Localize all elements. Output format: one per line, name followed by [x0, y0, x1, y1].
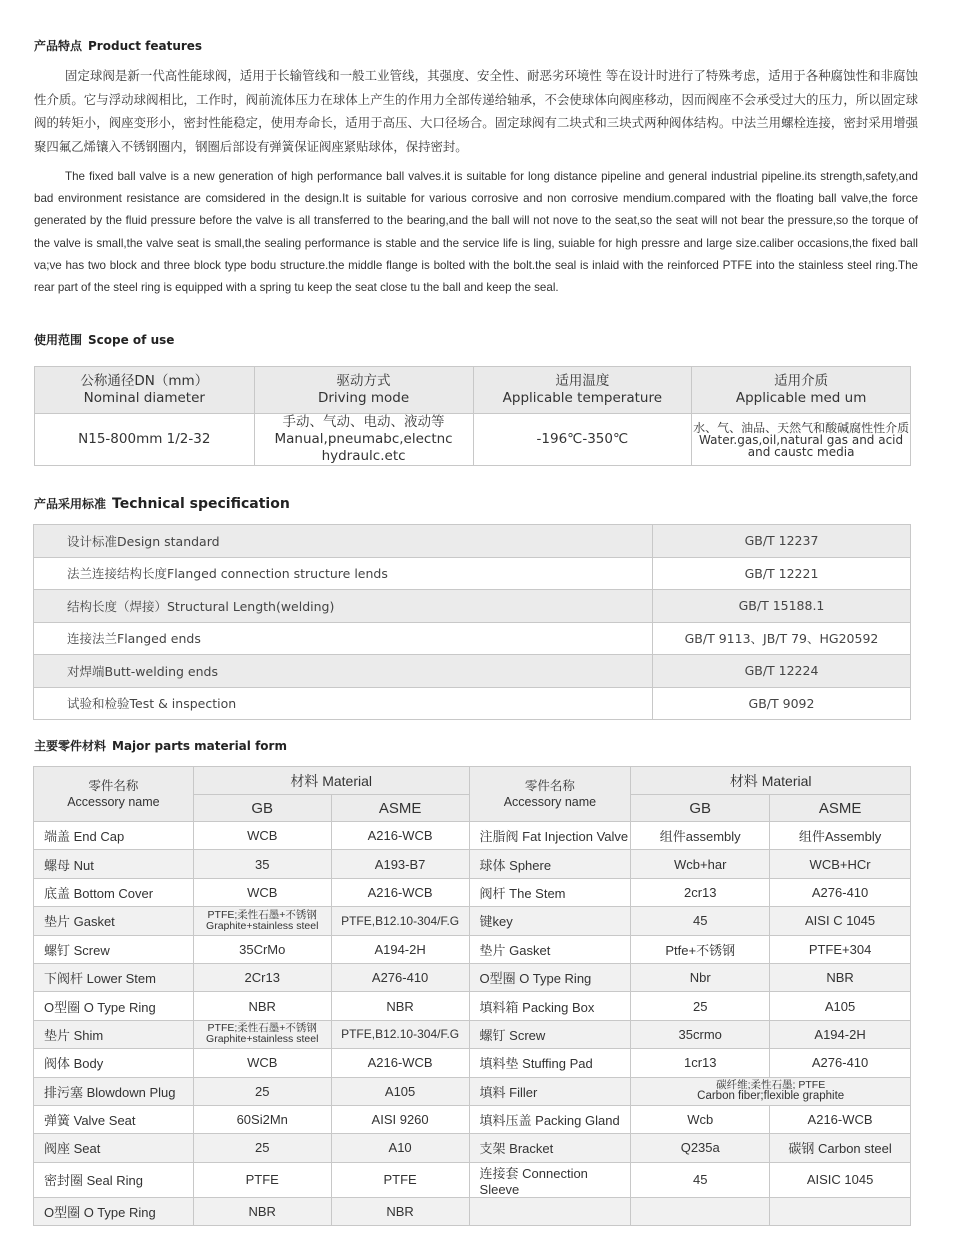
part-gb: WCB [193, 878, 331, 906]
part-gb-line1: PTFE;柔性石墨+不锈钢 [207, 1022, 317, 1035]
part-asme: A10 [331, 1134, 469, 1162]
part-gb-line2: Graphite+stainless steel [206, 1033, 319, 1046]
parts-row [34, 1134, 911, 1162]
parts-heading-cn: 主要零件材料 [34, 739, 107, 753]
parts-row [34, 963, 911, 991]
part-asme: A276-410 [770, 1049, 911, 1077]
spec-value: GB/T 9113、JB/T 79、HG20592 [653, 622, 911, 655]
part-name: 球体 Sphere [469, 850, 631, 878]
scope-media-cn: 水、气、油品、天然气和酸碱腐性性介质 [693, 420, 910, 435]
parts-row [34, 822, 911, 850]
scope-media-value [692, 414, 911, 466]
spec-row [34, 525, 911, 558]
part-asme: PTFE [331, 1162, 469, 1197]
spec-row [34, 622, 911, 655]
parts-row [34, 1049, 911, 1077]
scope-header-media-en: Applicable med um [735, 390, 867, 406]
part-gb: WCB [193, 822, 331, 850]
parts-header-asme-left: ASME [331, 795, 469, 822]
scope-heading-cn: 使用范围 [34, 333, 83, 347]
part-gb: PTFE [193, 1162, 331, 1197]
spec-value: GB/T 12237 [653, 525, 911, 558]
part-name: 注脂阀 Fat Injection Valve [469, 822, 631, 850]
parts-header-asme-right: ASME [770, 795, 911, 822]
parts-row [34, 878, 911, 906]
parts-header-material-right: 材料 Material [631, 767, 911, 795]
scope-drive-cn: 手动、气动、电动、液动等 [282, 414, 445, 430]
part-gb: NBR [193, 992, 331, 1020]
scope-heading-en: Scope of use [88, 333, 175, 347]
part-asme: A276-410 [770, 878, 911, 906]
scope-drive-value [254, 414, 473, 466]
part-gb: 25 [193, 1077, 331, 1105]
part-gb: Wcb+har [631, 850, 770, 878]
part-gb [631, 1197, 770, 1225]
part-name: 垫片 Shim [34, 1020, 194, 1048]
part-name: 阀座 Seat [34, 1134, 194, 1162]
part-gb-line1: PTFE;柔性石墨+不锈钢 [207, 908, 317, 921]
scope-drive-en-line1: Manual,pneumabc,electnc [274, 431, 453, 447]
accessory-name-cn: 零件名称 [524, 779, 575, 793]
spec-value: GB/T 15188.1 [653, 590, 911, 623]
scope-header-temperature [473, 367, 692, 414]
part-gb: 25 [631, 992, 770, 1020]
scope-header-media-cn: 适用介质 [774, 373, 829, 389]
scope-header-diameter-cn: 公称通径DN（mm） [80, 373, 209, 389]
scope-drive-en-line2: hydraulc.etc [321, 448, 406, 464]
part-name: 垫片 Gasket [469, 935, 631, 963]
parts-header-accessory-left [34, 767, 194, 822]
part-asme: PTFE+304 [770, 935, 911, 963]
scope-diameter-value: N15-800mm 1/2-32 [35, 414, 255, 466]
parts-row [34, 850, 911, 878]
scope-header-drive [254, 367, 473, 414]
part-asme [770, 1197, 911, 1225]
spec-row [34, 590, 911, 623]
parts-row [34, 907, 911, 935]
part-gb: NBR [193, 1197, 331, 1225]
spec-value: GB/T 12221 [653, 557, 911, 590]
parts-header-gb-right: GB [631, 795, 770, 822]
part-asme: A216-WCB [331, 878, 469, 906]
spec-heading [34, 495, 290, 512]
part-asme: A194-2H [331, 935, 469, 963]
part-gb: 1cr13 [631, 1049, 770, 1077]
part-gb: 45 [631, 907, 770, 935]
features-heading-en: Product features [88, 39, 203, 53]
part-asme: PTFE,B12.10-304/F.G [331, 907, 469, 935]
part-name: 填料压盖 Packing Gland [469, 1105, 631, 1133]
part-name: 螺钉 Screw [34, 935, 194, 963]
features-heading [34, 37, 202, 54]
part-name: 垫片 Gasket [34, 907, 194, 935]
part-asme: A194-2H [770, 1020, 911, 1048]
spec-row [34, 557, 911, 590]
spec-heading-en: Technical specification [112, 496, 290, 512]
part-material-line1: 碳纤维;柔性石墨; PTFE [716, 1079, 826, 1092]
part-gb-line2: Graphite+stainless steel [206, 919, 319, 932]
spec-label: 设计标准Design standard [34, 525, 653, 558]
part-gb [193, 907, 331, 935]
parts-row [34, 1162, 911, 1197]
part-gb: 25 [193, 1134, 331, 1162]
spec-label: 对焊端Butt-welding ends [34, 655, 653, 688]
part-name: 弹簧 Valve Seat [34, 1105, 194, 1133]
part-name: 支架 Bracket [469, 1134, 631, 1162]
spec-value: GB/T 12224 [653, 655, 911, 688]
part-name: 螺母 Nut [34, 850, 194, 878]
part-material-line2: Carbon fiber;flexible graphite [697, 1090, 845, 1103]
part-name: O型圈 O Type Ring [34, 1197, 194, 1225]
part-gb: 35 [193, 850, 331, 878]
part-asme: AISIC 1045 [770, 1162, 911, 1197]
scope-media-en-line2: and caustc media [747, 444, 855, 459]
features-paragraph-cn: 固定球阀是新一代高性能球阀，适用于长输管线和一般工业管线，其强度、安全性、耐恶劣环境性 等在设计时进行了特殊考虑，适用于各种腐蚀性和非腐蚀性介质。它与浮动球阀相比，工作时，阀前流体压力在球体上产生的作用力全部传递给轴承，不会使球体向阀座移动，因而阀座不会承受过大的压力，所以固定球阀的转矩小，阀座变形小，密封性能稳定，使用寿命长，适用于高压、大口径场合。固定球阀有二块式和三块式两种阀体结构。中法兰用螺栓连接，密封采用增强聚四氟乙烯镶入不锈钢圈内，钢圈后部设有弹簧保证阀座紧贴球体，保持密封。 [34, 68, 918, 154]
part-asme: 组件Assembly [770, 822, 911, 850]
part-name: 键key [469, 907, 631, 935]
parts-row [34, 1077, 911, 1105]
features-heading-cn: 产品特点 [34, 39, 83, 53]
scope-header-media [692, 367, 911, 414]
parts-table [33, 766, 911, 1226]
features-paragraph-en: The fixed ball valve is a new generation of high performance ball valves.it is suitable for long distance pipeline and general industrial pipeline.its strength,safety,and bad environment resistance are comsidered in the design.It is suitable for various corrosive and non corrosive mendium.compared with the floating ball valve,the force generated by the fluid pressure before the valve is all transferred to the bearing,and the ball will not nove to the seat,so the seat will not bear the pressure,so the torque of the valve is small,the valve seat is small,the sealing performance is stable and the service life is ling, suiable for high pressre and large size.caliber occasions,the fixed ball va;ve has two block and three block type bodu structure.the middle flange is bolted with the bolt.the seal is inlaid with the reinforced PTFE into the stainless steel ring.The rear part of the steel ring is equipped with a spring tu keep the seat close tu the ball and keep the seal. [34, 170, 918, 295]
spec-label: 结构长度（焊接）Structural Length(welding) [34, 590, 653, 623]
parts-heading-en: Major parts material form [112, 739, 287, 753]
spec-heading-cn: 产品采用标准 [34, 497, 107, 511]
part-asme: AISI 9260 [331, 1105, 469, 1133]
parts-row [34, 1197, 911, 1225]
accessory-name-cn: 零件名称 [88, 779, 139, 793]
spec-table [33, 524, 911, 720]
spec-row [34, 655, 911, 688]
spec-label: 试验和检验Test & inspection [34, 687, 653, 720]
spec-row [34, 687, 911, 720]
spec-value: GB/T 9092 [653, 687, 911, 720]
part-asme: A216-WCB [770, 1105, 911, 1133]
part-gb: 35CrMo [193, 935, 331, 963]
part-name: 连接套 Connection Sleeve [469, 1162, 631, 1197]
part-asme: A105 [770, 992, 911, 1020]
part-gb: 2Cr13 [193, 963, 331, 991]
part-asme: A216-WCB [331, 1049, 469, 1077]
parts-header-material-left: 材料 Material [193, 767, 469, 795]
scope-header-drive-en: Driving mode [317, 390, 410, 406]
scope-header-temperature-cn: 适用温度 [555, 373, 610, 389]
part-asme: NBR [331, 1197, 469, 1225]
part-gb: Wcb [631, 1105, 770, 1133]
parts-header-accessory-right [469, 767, 631, 822]
part-asme: NBR [331, 992, 469, 1020]
parts-heading [34, 737, 287, 754]
part-gb: 2cr13 [631, 878, 770, 906]
part-gb: Q235a [631, 1134, 770, 1162]
part-name: 填料垫 Stuffing Pad [469, 1049, 631, 1077]
part-name: O型圈 O Type Ring [469, 963, 631, 991]
spec-label: 法兰连接结构长度Flanged connection structure lends [34, 557, 653, 590]
part-gb-asme-merged [631, 1077, 911, 1105]
part-asme: A276-410 [331, 963, 469, 991]
part-gb: Ptfe+不锈钢 [631, 935, 770, 963]
part-name: 密封圈 Seal Ring [34, 1162, 194, 1197]
part-name [469, 1197, 631, 1225]
part-gb [193, 1020, 331, 1048]
part-name: 阀体 Body [34, 1049, 194, 1077]
scope-header-drive-cn: 驱动方式 [336, 373, 391, 389]
part-gb: 组件assembly [631, 822, 770, 850]
part-name: 端盖 End Cap [34, 822, 194, 850]
parts-row [34, 1020, 911, 1048]
scope-header-diameter-en: Nominal diameter [83, 390, 205, 406]
part-name: 底盖 Bottom Cover [34, 878, 194, 906]
scope-header-diameter [35, 367, 255, 414]
scope-data-row [35, 414, 911, 466]
accessory-name-en: Accessory name [503, 795, 597, 809]
part-gb: 35crmo [631, 1020, 770, 1048]
part-asme: 碳钢 Carbon steel [770, 1134, 911, 1162]
scope-temperature-value: -196℃-350℃ [473, 414, 692, 466]
parts-header-gb-left: GB [193, 795, 331, 822]
part-asme: A193-B7 [331, 850, 469, 878]
scope-header-row [35, 367, 911, 414]
part-name: 螺钉 Screw [469, 1020, 631, 1048]
scope-header-temperature-en: Applicable temperature [502, 390, 663, 406]
part-gb: 60Si2Mn [193, 1105, 331, 1133]
part-asme: A216-WCB [331, 822, 469, 850]
part-name: 排污塞 Blowdown Plug [34, 1077, 194, 1105]
parts-row [34, 992, 911, 1020]
part-gb: Nbr [631, 963, 770, 991]
parts-row [34, 935, 911, 963]
part-gb: 45 [631, 1162, 770, 1197]
part-name: 填料 Filler [469, 1077, 631, 1105]
part-name: 填料箱 Packing Box [469, 992, 631, 1020]
part-asme: PTFE,B12.10-304/F.G [331, 1020, 469, 1048]
part-name: 阀杆 The Stem [469, 878, 631, 906]
part-gb: WCB [193, 1049, 331, 1077]
scope-table [34, 366, 911, 466]
part-name: O型圈 O Type Ring [34, 992, 194, 1020]
part-asme: A105 [331, 1077, 469, 1105]
part-asme: AISI C 1045 [770, 907, 911, 935]
part-name: 下阀杆 Lower Stem [34, 963, 194, 991]
accessory-name-en: Accessory name [67, 795, 160, 809]
part-asme: WCB+HCr [770, 850, 911, 878]
scope-media-en-line1: Water.gas,oil,natural gas and acid [699, 432, 904, 447]
parts-row [34, 1105, 911, 1133]
scope-heading [34, 331, 174, 348]
spec-label: 连接法兰Flanged ends [34, 622, 653, 655]
parts-header-row [34, 767, 911, 795]
part-asme: NBR [770, 963, 911, 991]
